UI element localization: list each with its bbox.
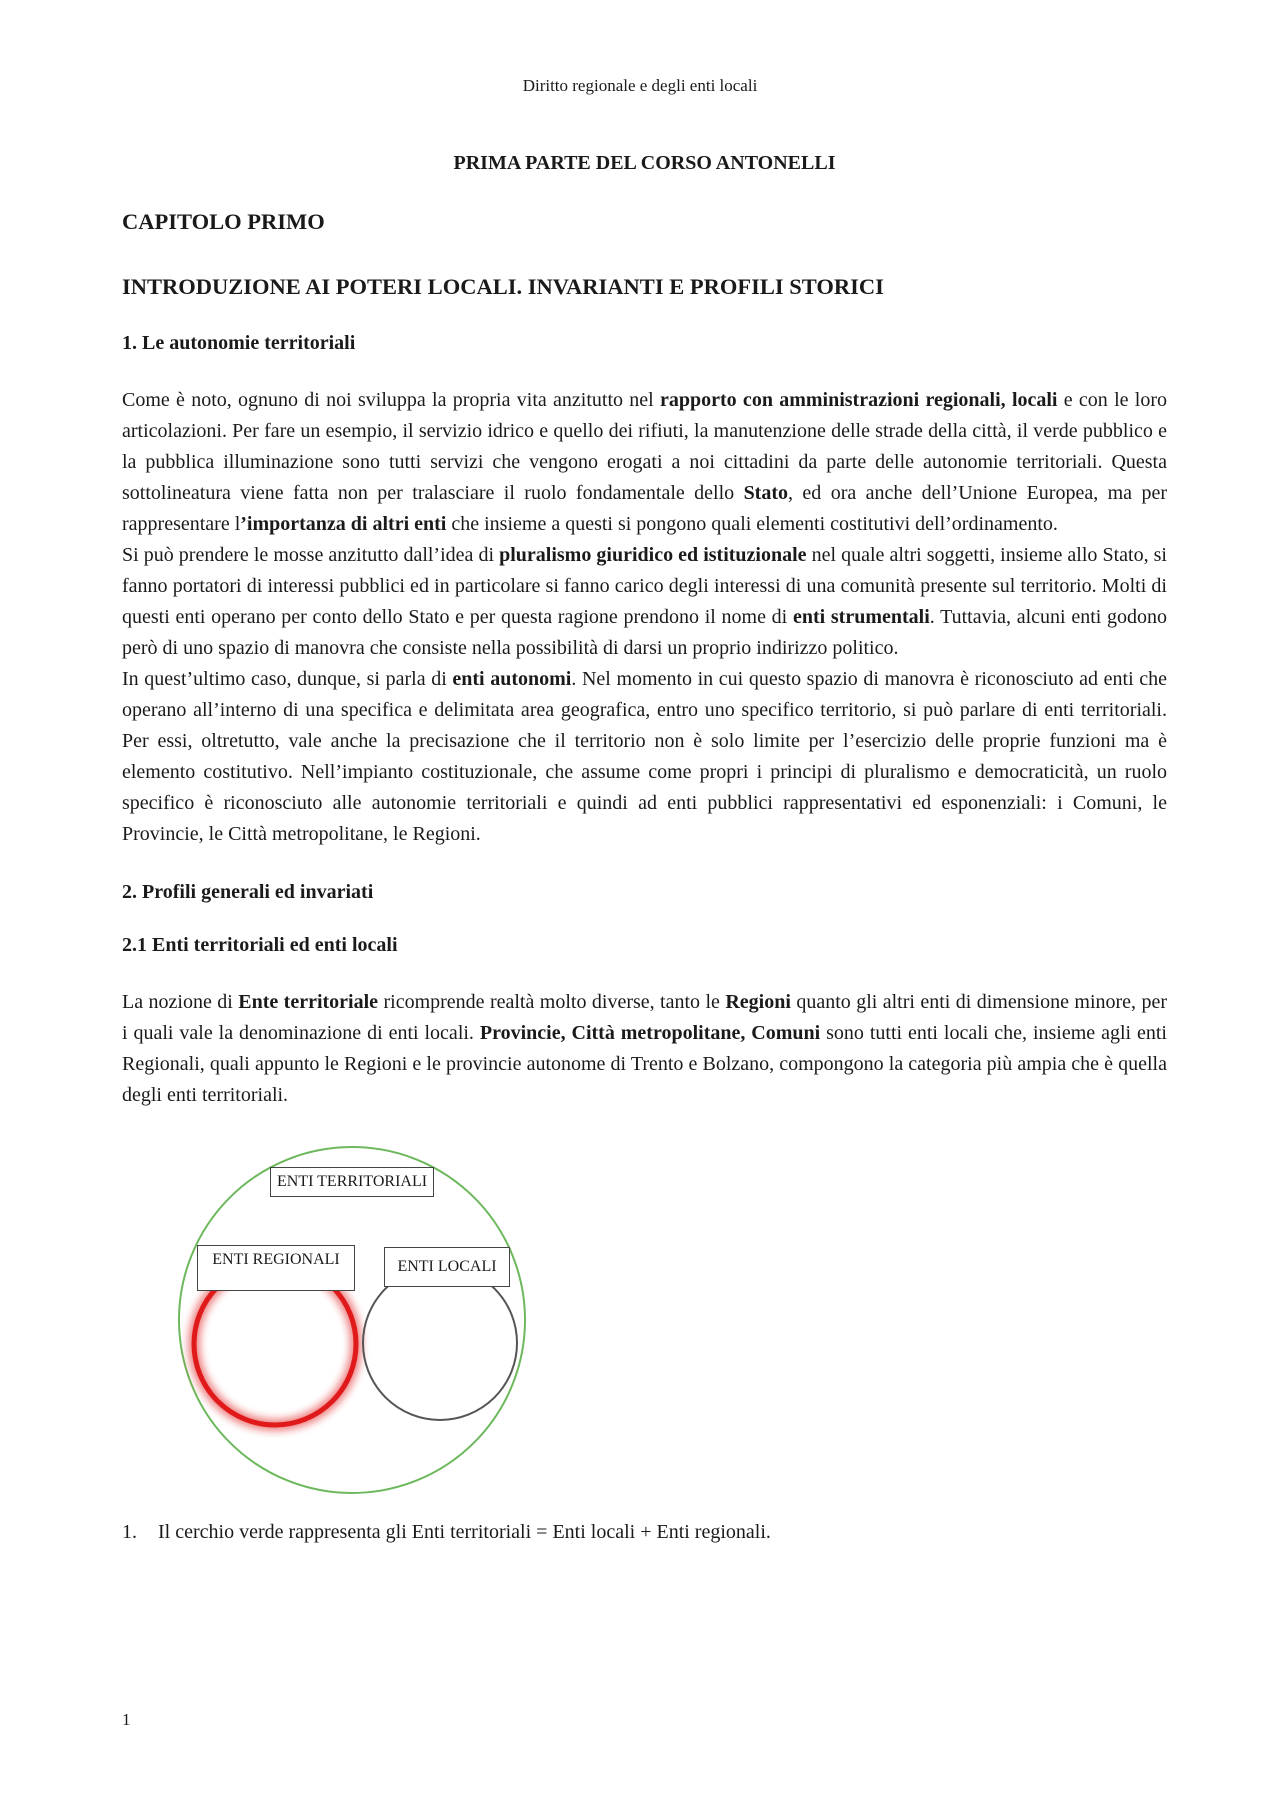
label-enti-regionali: ENTI REGIONALI bbox=[197, 1245, 355, 1291]
section-heading: 1. Le autonomie territoriali bbox=[122, 332, 356, 354]
label-enti-territoriali: ENTI TERRITORIALI bbox=[270, 1167, 434, 1197]
paragraph: La nozione di Ente territoriale ricomprende realtà molto diverse, tanto le Regioni quanto gli altri enti di dimensione minore, per i quali vale la denominazione di enti locali. Provincie, Città metropolitane, Comuni sono tutti enti locali che, insieme agli enti Regionali, quali appunto le Regioni e le provincie autonome di Trento e Bolzano, compongono la categoria più ampia che è quella degli enti territoriali. bbox=[122, 991, 1167, 1106]
paragraph: In quest’ultimo caso, dunque, si parla di enti autonomi. Nel momento in cui questo spazio di manovra è riconosciuto ad enti che operano all’interno di una specifica e delimitata area geografica, entro uno specifico territorio, si può parlare di enti territoriali. Per essi, oltretutto, vale anche la precisazione che il territorio non è solo limite per l’esercizio delle proprie funzioni ma è elemento costitutivo. Nell’impianto costituzionale, che assume come propri i principi di pluralismo e democraticità, un ruolo specifico è riconosciuto alle autonomie territoriali e quindi ad enti pubblici rappresentativi ed esponenziali: i Comuni, le Provincie, le Città metropolitane, le Regioni. bbox=[122, 668, 1167, 845]
part-title: PRIMA PARTE DEL CORSO ANTONELLI bbox=[453, 152, 836, 174]
chapter-title: INTRODUZIONE AI POTERI LOCALI. INVARIANTI E PROFILI STORICI bbox=[122, 274, 884, 299]
paragraph: Si può prendere le mosse anzitutto dall’idea di pluralismo giuridico ed istituzionale nel quale altri soggetti, insieme allo Stato, si fanno portatori di interessi pubblici ed in particolare si fanno carico degli interessi di una comunità presente sul territorio. Molti di questi enti operano per conto dello Stato e per questa ragione prendono il nome di enti strumentali. Tuttavia, alcuni enti godono però di uno spazio di manovra che consiste nella possibilità di darsi un proprio indirizzo politico. bbox=[122, 544, 1168, 659]
list-text: Il cerchio verde rappresenta gli Enti territoriali = Enti locali + Enti regionali. bbox=[158, 1521, 771, 1543]
subsection-heading: 2.1 Enti territoriali ed enti locali bbox=[122, 934, 398, 956]
section-heading: 2. Profili generali ed invariati bbox=[122, 881, 374, 903]
running-header: Diritto regionale e degli enti locali bbox=[522, 76, 758, 95]
list-number: 1. bbox=[122, 1521, 137, 1543]
label-enti-locali: ENTI LOCALI bbox=[384, 1247, 510, 1287]
list-item bbox=[122, 1517, 1167, 1548]
document-body bbox=[122, 152, 1167, 1548]
page-number: 1 bbox=[122, 1710, 131, 1729]
chapter-label: CAPITOLO PRIMO bbox=[122, 209, 325, 234]
entities-diagram bbox=[122, 1127, 1167, 1497]
local-circle bbox=[363, 1266, 517, 1420]
paragraph: Come è noto, ognuno di noi sviluppa la propria vita anzitutto nel rapporto con amministrazioni regionali, locali e con le loro articolazioni. Per fare un esempio, il servizio idrico e quello dei rifiuti, la manutenzione delle strade della città, il verde pubblico e la pubblica illuminazione sono tutti servizi che vengono erogati a noi cittadini da parte delle autonomie territoriali. Questa sottolineatura viene fatta non per tralasciare il ruolo fondamentale dello Stato, ed ora anche dell’Unione Europea, ma per rappresentare l’importanza di altri enti che insieme a questi si pongono quali elementi costitutivi dell’ordinamento. bbox=[122, 389, 1168, 535]
